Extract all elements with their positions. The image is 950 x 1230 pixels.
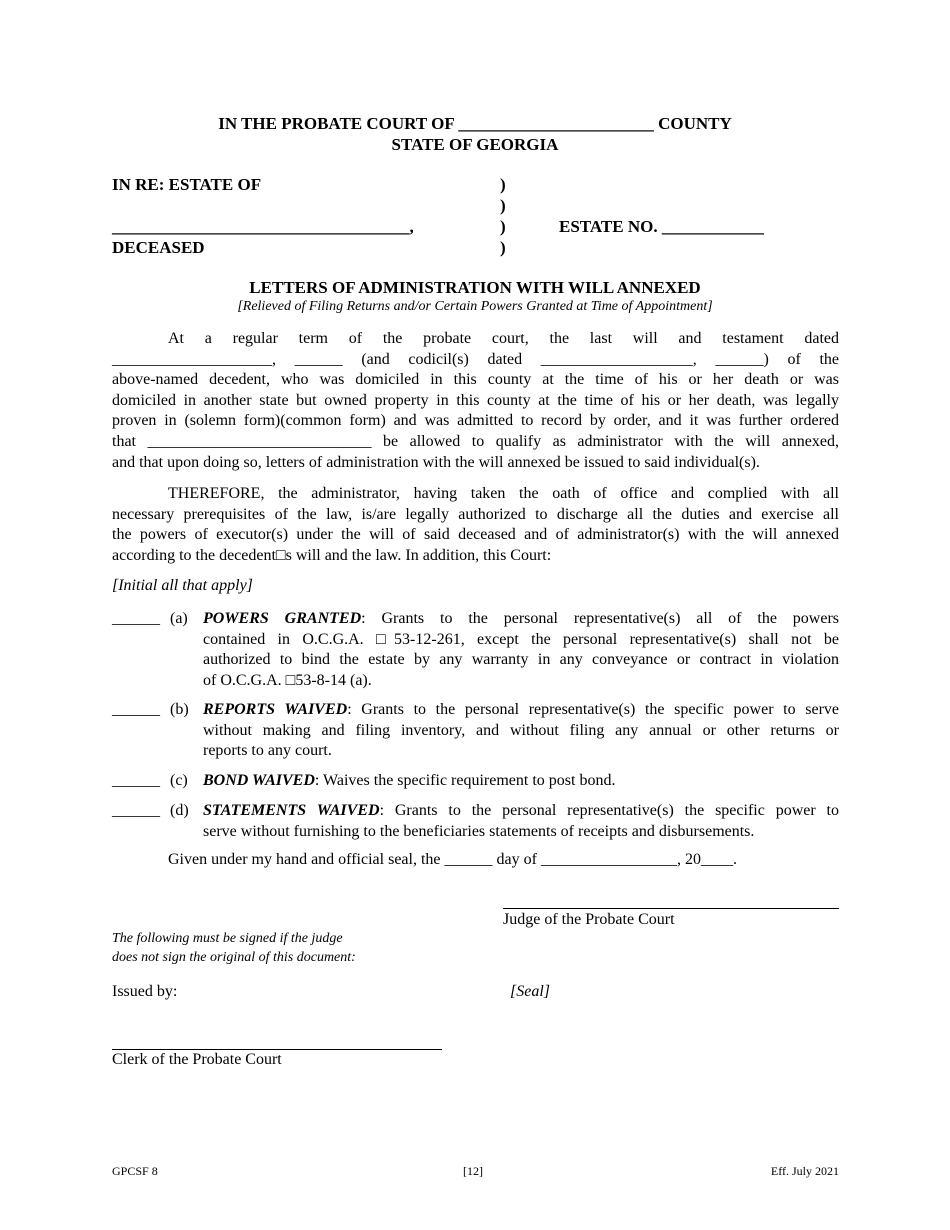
initial-blank[interactable]: ______: [112, 701, 160, 718]
document-subtitle: [Relieved of Filing Returns and/or Certain Powers Granted at Time of Appointment]: [237, 299, 713, 314]
page-number: [12]: [463, 1164, 483, 1178]
option-label: (a): [170, 610, 188, 627]
option-heading: BOND WAIVED: [203, 772, 315, 789]
option-heading: POWERS GRANTED: [203, 610, 362, 627]
issued-by-label: Issued by:: [112, 983, 178, 1000]
paragraph-line: At a regular term of the probate court, the last will and testament dated: [168, 330, 839, 347]
paragraph-line: that ____________________________ be allowed to qualify as administrator with the will annexed,: [112, 432, 839, 450]
option-label: (c): [170, 772, 188, 789]
in-re-estate-label: IN RE: ESTATE OF: [112, 175, 262, 194]
option-text: contained in O.C.G.A. □53-12-261, except the personal representative(s) shall not be: [203, 630, 839, 648]
option-heading: REPORTS WAIVED: [203, 701, 348, 718]
option-text: authorized to bind the estate by any warranty in any conveyance or contract in violation: [203, 651, 839, 669]
clerk-signature-line[interactable]: [112, 1049, 442, 1050]
option-label: (d): [170, 802, 189, 819]
paragraph-line: above-named decedent, who was domiciled in this county at the time of his or her death or was: [112, 371, 839, 389]
option-text: serve without furnishing to the beneficiaries statements of receipts and disbursements.: [203, 822, 755, 840]
paragraph-line: THEREFORE, the administrator, having taken the oath of office and complied with all: [168, 485, 839, 502]
deceased-label: DECEASED: [112, 238, 205, 257]
initial-instruction: [Initial all that apply]: [112, 577, 253, 594]
form-id: GPCSF 8: [112, 1164, 158, 1178]
state-header: STATE OF GEORGIA: [391, 135, 559, 154]
estate-number-field: ESTATE NO. ____________: [559, 217, 764, 236]
paragraph-will-admitted: [112, 329, 839, 473]
option-text: : Grants to the personal representative(s) all of the powers: [361, 610, 840, 627]
paragraph-line: domiciled in another state but owned property in this county at the time of his or her death, was legally: [112, 391, 839, 409]
given-under-hand-line: Given under my hand and official seal, the ______ day of _________________, 20____.: [168, 851, 737, 868]
effective-date: Eff. July 2021: [770, 1164, 839, 1178]
initial-blank[interactable]: ______: [112, 802, 160, 819]
option-text: without making and filing inventory, and without filing any annual or other returns or: [203, 721, 839, 739]
caption-paren: ): [500, 175, 506, 194]
seal-label: [Seal]: [510, 983, 550, 1000]
option-label: (b): [170, 701, 189, 718]
paragraph-line: ____________________, ______ (and codicil(s) dated ___________________, ______) of the: [112, 350, 839, 368]
court-header: IN THE PROBATE COURT OF _______________________ COUNTY: [218, 114, 732, 133]
decedent-name-blank: ___________________________________,: [112, 217, 414, 236]
caption-paren: ): [500, 217, 506, 236]
signature-note: does not sign the original of this document:: [112, 950, 356, 965]
paragraph-line: the powers of executor(s) under the will of said deceased and of administrator(s) with the will annexed: [112, 526, 839, 544]
document-title: LETTERS OF ADMINISTRATION WITH WILL ANNEXED: [249, 278, 701, 297]
paragraph-line: proven in (solemn form)(common form) and was admitted to record by order, and it was further ordered: [112, 412, 839, 430]
initial-blank[interactable]: ______: [112, 772, 160, 789]
initial-blank[interactable]: ______: [112, 610, 160, 627]
paragraph-line: and that upon doing so, letters of administration with the will annexed be issued to said individual(s).: [112, 453, 760, 471]
option-text: : Grants to the personal representative(s) the specific power to: [379, 802, 839, 819]
option-text: : Grants to the personal representative(s) the specific power to serve: [347, 701, 839, 718]
clerk-label: Clerk of the Probate Court: [112, 1051, 282, 1068]
option-heading: STATEMENTS WAIVED: [203, 802, 380, 819]
option-text: reports to any court.: [203, 742, 332, 760]
option-text: : Waives the specific requirement to post bond.: [314, 772, 616, 789]
signature-note: The following must be signed if the judge: [112, 931, 343, 946]
caption-paren: ): [500, 196, 506, 215]
paragraph-therefore: [112, 484, 839, 566]
paragraph-line: according to the decedent□s will and the law. In addition, this Court:: [112, 546, 552, 564]
caption-paren: ): [500, 238, 506, 257]
judge-label: Judge of the Probate Court: [503, 911, 675, 928]
judge-signature-line[interactable]: [503, 908, 839, 909]
paragraph-line: necessary prerequisites of the law, is/are legally authorized to discharge all the duties and exercise all: [112, 505, 839, 523]
option-text: of O.C.G.A. □53-8-14 (a).: [203, 671, 372, 689]
